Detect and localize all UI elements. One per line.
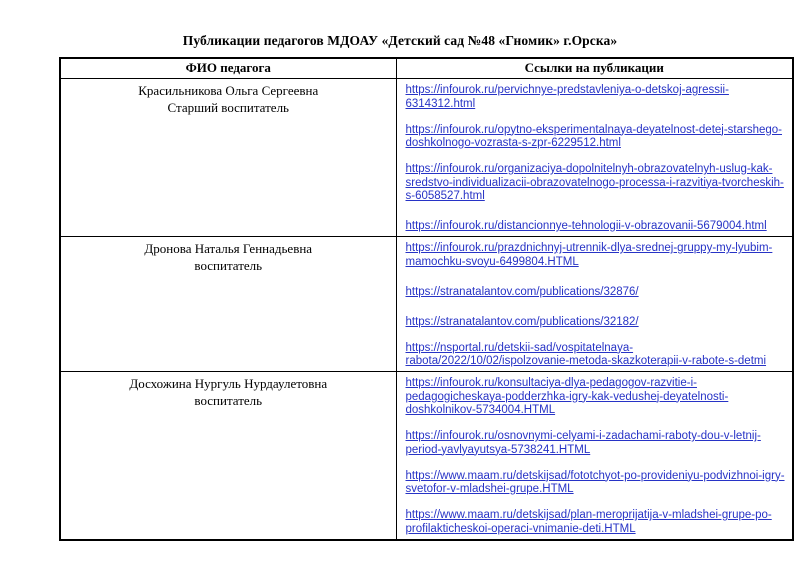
list-item xyxy=(406,242,787,270)
teacher-role: воспитатель xyxy=(194,393,263,408)
teacher-name: Досхожина Нургуль Нурдаулетовна xyxy=(129,376,328,391)
list-item xyxy=(406,124,787,152)
list-item xyxy=(406,163,787,204)
publication-link[interactable]: https://infourok.ru/pervichnye-predstavleniya-o-detskoj-agressii-6314312.html xyxy=(405,84,729,110)
column-header-links: Ссылки на публикации xyxy=(396,58,793,79)
publication-link[interactable]: https://www.maam.ru/detskijsad/fototchyot-po-provideniyu-podvizhnoi-igry-svetofor-v-mladshei-grupe.HTML xyxy=(405,469,785,495)
publication-link[interactable]: https://infourok.ru/prazdnichnyj-utrennik-dlya-srednej-gruppy-my-lyubim-mamochku-svoyu-6499804.HTML xyxy=(405,242,773,268)
publication-link[interactable]: https://nsportal.ru/detskii-sad/vospitatelnaya-rabota/2022/10/02/ispolzovanie-metoda-skazkoterapii-v-rabote-s-detmi xyxy=(405,341,767,367)
list-item xyxy=(406,282,787,300)
table-row xyxy=(60,79,793,237)
links-cell xyxy=(396,372,793,540)
links-cell xyxy=(396,237,793,372)
teacher-cell xyxy=(60,79,396,237)
list-item xyxy=(406,342,787,370)
publication-link[interactable]: https://infourok.ru/opytno-eksperimentalnaya-deyatelnost-detej-starshego-doshkolnogo-vozrasta-s-zpr-6229512.html xyxy=(405,123,783,149)
teacher-role: Старший воспитатель xyxy=(167,100,289,115)
publication-link[interactable]: https://stranatalantov.com/publications/32182/ xyxy=(405,315,639,328)
list-item xyxy=(406,312,787,330)
list-item xyxy=(406,84,787,112)
table-row xyxy=(60,372,793,540)
publication-link[interactable]: https://stranatalantov.com/publications/32876/ xyxy=(405,285,639,298)
teacher-name: Дронова Наталья Геннадьевна xyxy=(144,241,313,256)
list-item xyxy=(406,509,787,537)
document-title: Публикации педагогов МДОАУ «Детский сад №48 «Гномик» г.Орска» xyxy=(182,33,618,48)
column-header-fio: ФИО педагога xyxy=(60,58,396,79)
teacher-cell xyxy=(60,372,396,540)
list-item xyxy=(406,377,787,418)
list-item xyxy=(406,470,787,498)
publications-table xyxy=(59,57,794,541)
table-row xyxy=(60,237,793,372)
publication-link[interactable]: https://infourok.ru/distancionnye-tehnologii-v-obrazovanii-5679004.html xyxy=(405,220,767,232)
publication-link[interactable]: https://infourok.ru/organizaciya-dopolnitelnyh-obrazovatelnyh-uslug-kak-sredstvo-individualizacii-obrazovatelnogo-processa-i-razvitiya-tvorcheskih-s-6058527.html xyxy=(405,163,784,202)
teacher-name: Красильникова Ольга Сергеевна xyxy=(138,83,319,98)
teacher-cell xyxy=(60,237,396,372)
list-item xyxy=(406,430,787,458)
publication-link[interactable]: https://infourok.ru/konsultaciya-dlya-pedagogov-razvitie-i-pedagogicheskaya-podderzhka-igry-kak-vedushej-deyatelnosti-doshkolnikov-5734004.HTML xyxy=(405,377,729,416)
list-item xyxy=(406,216,787,234)
publication-link[interactable]: https://infourok.ru/osnovnymi-celyami-i-zadachami-raboty-dou-v-letnij-period-yavlyayutsya-5738241.HTML xyxy=(405,430,761,456)
teacher-role: воспитатель xyxy=(194,258,263,273)
links-cell xyxy=(396,79,793,237)
publication-link[interactable]: https://www.maam.ru/detskijsad/plan-meroprijatija-v-mladshei-grupe-po-profilakticheskoi-operaci-vnimanie-deti.HTML xyxy=(405,509,772,535)
table-header-row xyxy=(60,58,793,79)
